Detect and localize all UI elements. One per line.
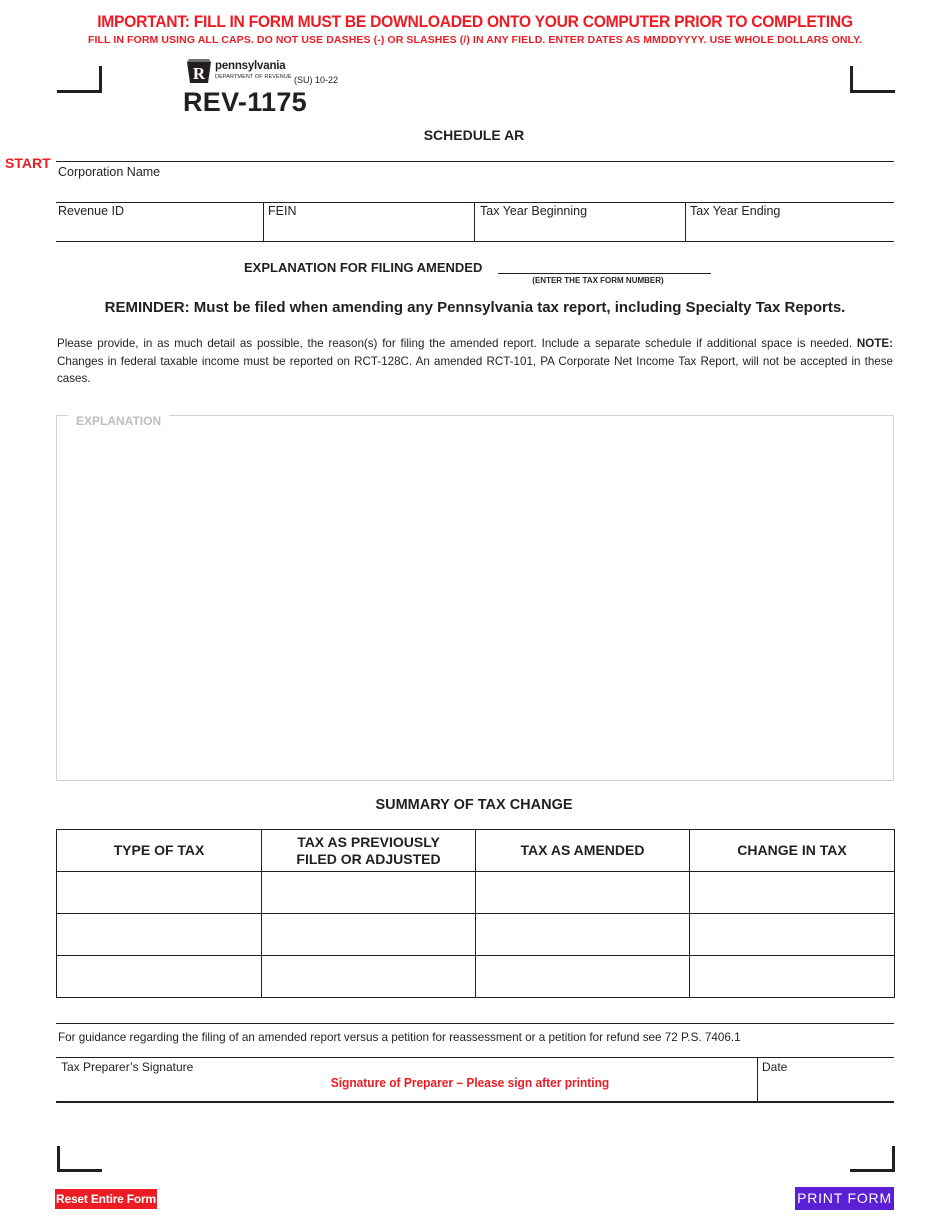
start-label: START [5, 155, 51, 171]
table-row [57, 956, 895, 998]
logo-department: DEPARTMENT OF REVENUE [215, 74, 292, 80]
tax-year-ending-field[interactable]: Tax Year Ending [690, 204, 781, 218]
corner-mark-bottom-right [850, 1146, 895, 1172]
fein-field[interactable]: FEIN [268, 204, 297, 218]
type-of-tax-cell[interactable] [57, 956, 262, 998]
column-header-type-of-tax: TYPE OF TAX [57, 830, 262, 872]
table-header-row [57, 830, 895, 872]
pennsylvania-keystone-logo-icon [186, 58, 212, 84]
divider [56, 241, 894, 242]
tax-as-amended-cell[interactable] [476, 872, 690, 914]
signature-note: Signature of Preparer – Please sign after printing [330, 1075, 610, 1090]
divider [56, 1101, 894, 1103]
divider [263, 202, 264, 242]
fill-instructions: FILL IN FORM USING ALL CAPS. DO NOT USE DASHES (-) OR SLASHES (/) IN ANY FIELD. ENTER DATES AS MMDDYYYY. USE WHOLE DOLLARS ONLY. [87, 34, 863, 46]
type-of-tax-cell[interactable] [57, 914, 262, 956]
note-text: Changes in federal taxable income must be reported on RCT-128C. An amended RCT-101, PA Corporate Net Income Tax Report, will not be accepted in these cases. [57, 354, 893, 385]
tax-as-amended-cell[interactable] [476, 914, 690, 956]
explanation-textarea[interactable] [56, 415, 894, 781]
logo-letter: R [192, 64, 206, 83]
divider [56, 1057, 894, 1058]
summary-title: SUMMARY OF TAX CHANGE [375, 797, 573, 813]
form-number: REV-1175 [183, 87, 307, 117]
instructions-paragraph [57, 335, 893, 388]
logo-wordmark: pennsylvania [215, 60, 286, 72]
corporation-name-field[interactable]: Corporation Name [58, 165, 161, 179]
summary-table [56, 829, 895, 998]
divider [474, 202, 475, 242]
schedule-title: SCHEDULE AR [423, 127, 525, 143]
column-header-tax-previously-filed: TAX AS PREVIOUSLY FILED OR ADJUSTED [262, 830, 476, 872]
tax-form-number-hint: (ENTER THE TAX FORM NUMBER) [532, 276, 664, 285]
revenue-id-field[interactable]: Revenue ID [58, 204, 125, 218]
corner-mark-bottom-left [57, 1146, 102, 1172]
change-in-tax-cell[interactable] [690, 872, 895, 914]
change-in-tax-cell[interactable] [690, 956, 895, 998]
corner-mark-top-right [850, 66, 895, 93]
note-label: NOTE: [856, 337, 893, 350]
tax-previously-filed-cell[interactable] [262, 872, 476, 914]
tax-form-number-input[interactable] [498, 273, 711, 274]
tax-preparer-signature-field[interactable]: Tax Preparer’s Signature [61, 1060, 194, 1074]
divider [685, 202, 686, 242]
reminder-text: REMINDER: Must be filed when amending any Pennsylvania tax report, including Specialty Tax Reports. [104, 299, 846, 316]
tax-year-beginning-field[interactable]: Tax Year Beginning [480, 204, 588, 218]
explanation-amended-title: EXPLANATION FOR FILING AMENDED [244, 260, 483, 275]
divider [56, 161, 894, 162]
tax-previously-filed-cell[interactable] [262, 956, 476, 998]
reset-form-button[interactable]: Reset Entire Form [55, 1189, 157, 1209]
date-field[interactable]: Date [762, 1060, 788, 1074]
instructions-line: Please provide, in as much detail as possible, the reason(s) for filing the amended report. Include a separate schedule if additional space is needed. [57, 337, 853, 350]
table-row [57, 872, 895, 914]
tax-previously-filed-cell[interactable] [262, 914, 476, 956]
guidance-text: For guidance regarding the filing of an amended report versus a petition for reassessment or a petition for refund see 72 P.S. 7406.1 [58, 1031, 741, 1044]
form-version: (SU) 10-22 [294, 75, 339, 85]
change-in-tax-cell[interactable] [690, 914, 895, 956]
print-form-button[interactable]: PRINT FORM [795, 1187, 894, 1210]
type-of-tax-cell[interactable] [57, 872, 262, 914]
download-warning: IMPORTANT: FILL IN FORM MUST BE DOWNLOADED ONTO YOUR COMPUTER PRIOR TO COMPLETING [97, 12, 853, 31]
corner-mark-top-left [57, 66, 102, 93]
explanation-label: EXPLANATION [68, 414, 169, 428]
tax-as-amended-cell[interactable] [476, 956, 690, 998]
table-row [57, 914, 895, 956]
column-header-tax-as-amended: TAX AS AMENDED [476, 830, 690, 872]
divider [56, 1023, 894, 1024]
divider [56, 202, 894, 203]
divider [757, 1057, 758, 1102]
column-header-change-in-tax: CHANGE IN TAX [690, 830, 895, 872]
